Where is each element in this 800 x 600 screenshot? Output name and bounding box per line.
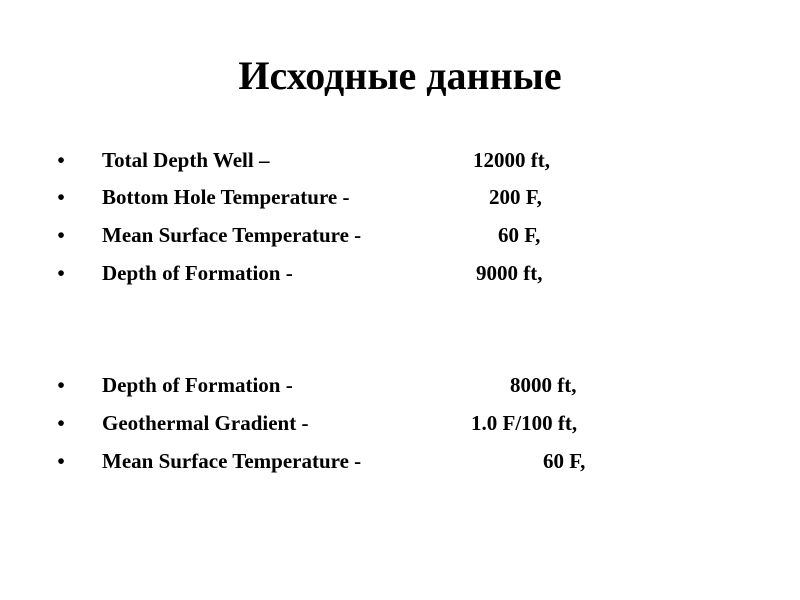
item-label: Depth of Formation - (102, 261, 293, 285)
item-value: 60 F, (543, 449, 586, 473)
item-value: 8000 ft, (510, 373, 577, 397)
slide-title: Исходные данные (238, 53, 562, 98)
list-item (0, 220, 800, 250)
bullet-icon: • (57, 449, 65, 473)
bullet-icon: • (57, 223, 65, 247)
item-value: 1.0 F/100 ft, (471, 411, 578, 435)
item-value: 200 F, (489, 185, 542, 209)
bullet-icon: • (57, 411, 65, 435)
item-label: Geothermal Gradient - (102, 411, 309, 435)
item-value: 12000 ft, (473, 148, 550, 172)
item-label: Bottom Hole Temperature - (102, 185, 350, 209)
item-label: Mean Surface Temperature - (102, 449, 362, 473)
item-label: Depth of Formation - (102, 373, 293, 397)
item-label: Total Depth Well – (102, 148, 270, 172)
item-value: 60 F, (498, 223, 541, 247)
bullet-icon: • (57, 261, 65, 285)
item-value: 9000 ft, (476, 261, 543, 285)
list-item (0, 370, 800, 400)
list-item (0, 408, 800, 438)
list-item (0, 258, 800, 288)
list-item (0, 446, 800, 476)
bullet-icon: • (57, 148, 65, 172)
bullet-icon: • (57, 185, 65, 209)
bullet-icon: • (57, 373, 65, 397)
list-item (0, 145, 800, 175)
item-label: Mean Surface Temperature - (102, 223, 362, 247)
list-item (0, 182, 800, 212)
